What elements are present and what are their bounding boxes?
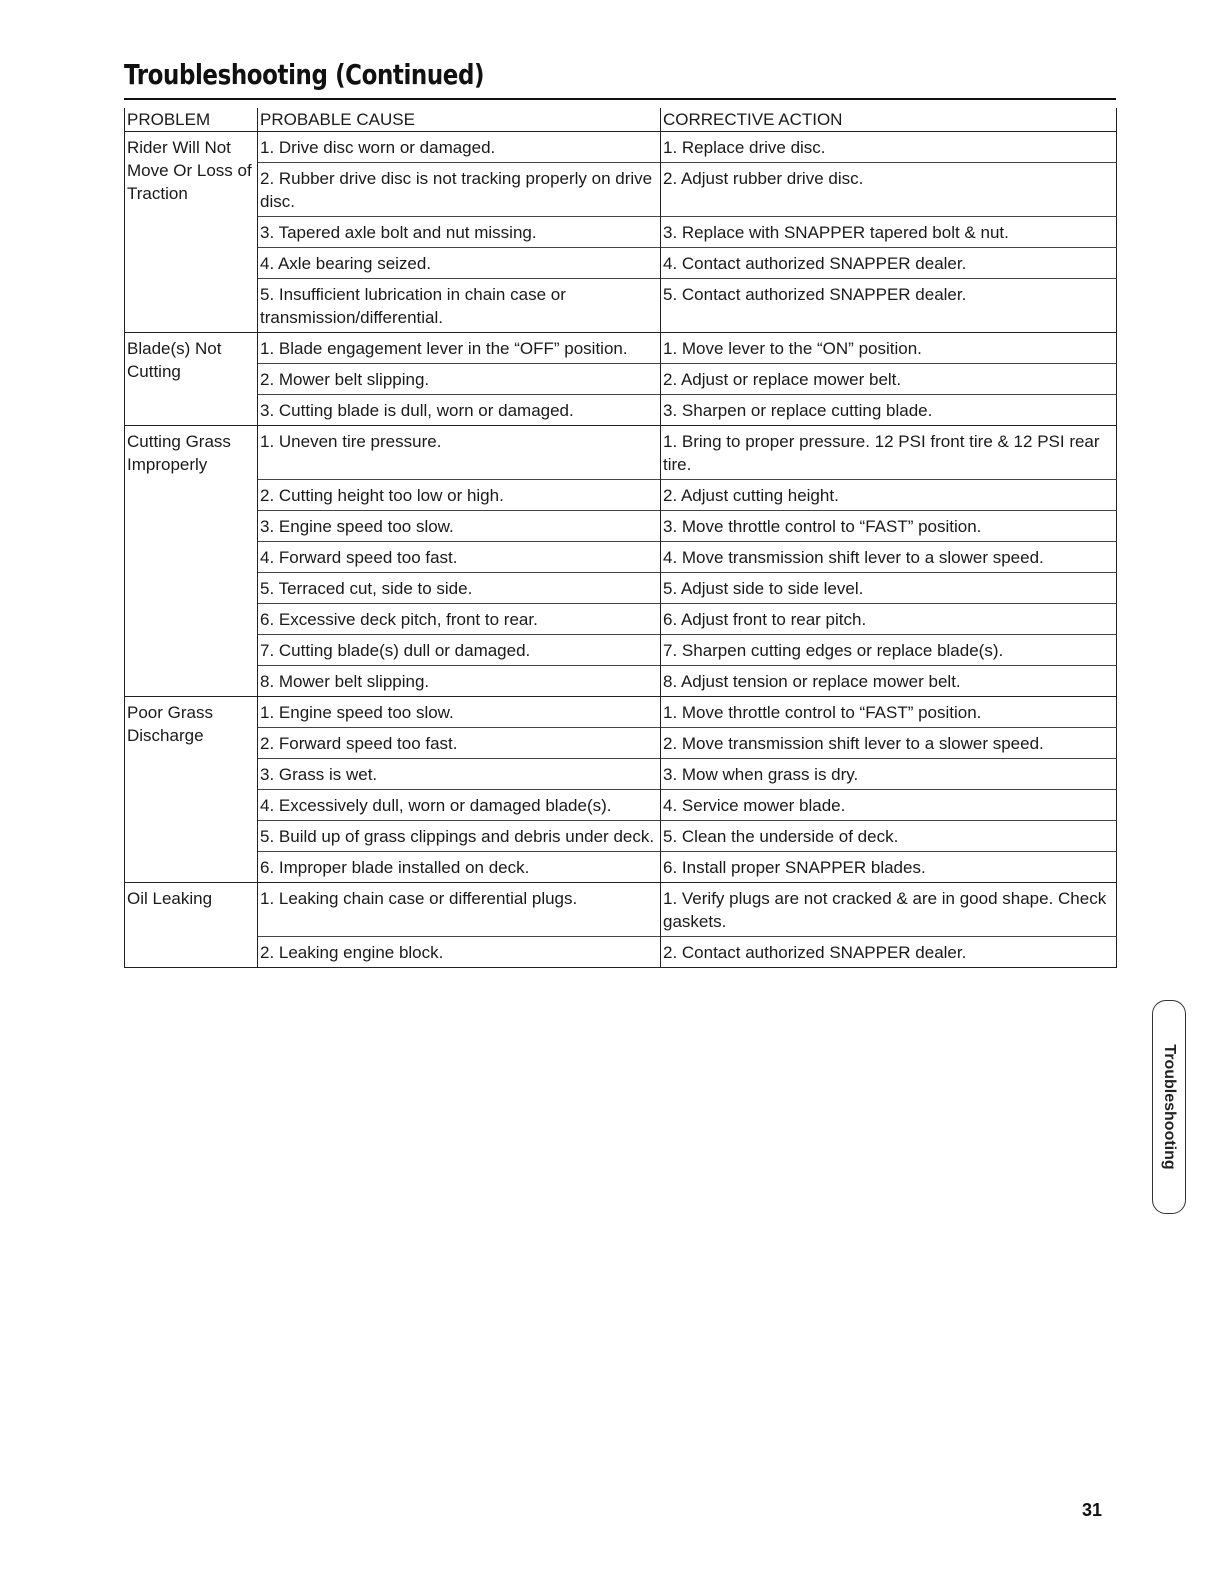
table-header (125, 108, 1117, 132)
table-row (125, 635, 1117, 666)
probable-cause-cell: 6. Excessive deck pitch, front to rear. (258, 604, 661, 635)
table-row (125, 480, 1117, 511)
corrective-action-cell: 2. Adjust cutting height. (661, 480, 1117, 511)
corrective-action-cell: 4. Service mower blade. (661, 790, 1117, 821)
table-row (125, 163, 1117, 217)
corrective-action-cell: 2. Contact authorized SNAPPER dealer. (661, 937, 1117, 968)
corrective-action-cell: 3. Move throttle control to “FAST” position. (661, 511, 1117, 542)
table-row (125, 883, 1117, 937)
troubleshooting-table (124, 108, 1117, 968)
probable-cause-cell: 7. Cutting blade(s) dull or damaged. (258, 635, 661, 666)
corrective-action-cell: 6. Install proper SNAPPER blades. (661, 852, 1117, 883)
page-number: 31 (1082, 1500, 1103, 1520)
probable-cause-cell: 1. Uneven tire pressure. (258, 426, 661, 480)
table-row (125, 821, 1117, 852)
probable-cause-cell: 3. Engine speed too slow. (258, 511, 661, 542)
problem-cell: Cutting Grass Improperly (125, 426, 258, 697)
probable-cause-cell: 4. Axle bearing seized. (258, 248, 661, 279)
corrective-action-cell: 4. Contact authorized SNAPPER dealer. (661, 248, 1117, 279)
probable-cause-cell: 5. Insufficient lubrication in chain case or transmission/differential. (258, 279, 661, 333)
probable-cause-cell: 1. Engine speed too slow. (258, 697, 661, 728)
table-row (125, 790, 1117, 821)
table-row (125, 426, 1117, 480)
table-row (125, 697, 1117, 728)
probable-cause-cell: 1. Blade engagement lever in the “OFF” position. (258, 333, 661, 364)
table-row (125, 279, 1117, 333)
corrective-action-cell: 6. Adjust front to rear pitch. (661, 604, 1117, 635)
header-probable-cause: PROBABLE CAUSE (258, 108, 661, 132)
corrective-action-cell: 1. Bring to proper pressure. 12 PSI front tire & 12 PSI rear tire. (661, 426, 1117, 480)
table-row (125, 604, 1117, 635)
probable-cause-cell: 3. Cutting blade is dull, worn or damaged. (258, 395, 661, 426)
table-row (125, 364, 1117, 395)
table-body (125, 132, 1117, 968)
probable-cause-cell: 2. Rubber drive disc is not tracking properly on drive disc. (258, 163, 661, 217)
corrective-action-cell: 3. Sharpen or replace cutting blade. (661, 395, 1117, 426)
probable-cause-cell: 4. Excessively dull, worn or damaged blade(s). (258, 790, 661, 821)
corrective-action-cell: 4. Move transmission shift lever to a slower speed. (661, 542, 1117, 573)
probable-cause-cell: 5. Build up of grass clippings and debris under deck. (258, 821, 661, 852)
table-row (125, 132, 1117, 163)
corrective-action-cell: 5. Contact authorized SNAPPER dealer. (661, 279, 1117, 333)
probable-cause-cell: 3. Tapered axle bolt and nut missing. (258, 217, 661, 248)
title-rule (124, 98, 1116, 100)
corrective-action-cell: 1. Move lever to the “ON” position. (661, 333, 1117, 364)
corrective-action-cell: 8. Adjust tension or replace mower belt. (661, 666, 1117, 697)
probable-cause-cell: 6. Improper blade installed on deck. (258, 852, 661, 883)
table-row (125, 333, 1117, 364)
probable-cause-cell: 2. Forward speed too fast. (258, 728, 661, 759)
corrective-action-cell: 5. Adjust side to side level. (661, 573, 1117, 604)
probable-cause-cell: 3. Grass is wet. (258, 759, 661, 790)
problem-cell: Rider Will Not Move Or Loss of Traction (125, 132, 258, 333)
table-row (125, 542, 1117, 573)
probable-cause-cell: 1. Drive disc worn or damaged. (258, 132, 661, 163)
table-row (125, 248, 1117, 279)
corrective-action-cell: 1. Replace drive disc. (661, 132, 1117, 163)
probable-cause-cell: 2. Cutting height too low or high. (258, 480, 661, 511)
table-row (125, 573, 1117, 604)
corrective-action-cell: 3. Replace with SNAPPER tapered bolt & nut. (661, 217, 1117, 248)
table-row (125, 852, 1117, 883)
corrective-action-cell: 1. Verify plugs are not cracked & are in good shape. Check gaskets. (661, 883, 1117, 937)
probable-cause-cell: 1. Leaking chain case or differential plugs. (258, 883, 661, 937)
table-row (125, 728, 1117, 759)
table-row (125, 395, 1117, 426)
corrective-action-cell: 3. Mow when grass is dry. (661, 759, 1117, 790)
problem-cell: Oil Leaking (125, 883, 258, 968)
corrective-action-cell: 5. Clean the underside of deck. (661, 821, 1117, 852)
table-row (125, 666, 1117, 697)
probable-cause-cell: 2. Leaking engine block. (258, 937, 661, 968)
header-corrective-action: CORRECTIVE ACTION (661, 108, 1117, 132)
table-row (125, 937, 1117, 968)
corrective-action-cell: 2. Adjust or replace mower belt. (661, 364, 1117, 395)
probable-cause-cell: 5. Terraced cut, side to side. (258, 573, 661, 604)
probable-cause-cell: 2. Mower belt slipping. (258, 364, 661, 395)
section-tab (1152, 1000, 1186, 1214)
probable-cause-cell: 4. Forward speed too fast. (258, 542, 661, 573)
section-tab-label: Troubleshooting (1161, 1044, 1178, 1170)
corrective-action-cell: 1. Move throttle control to “FAST” position. (661, 697, 1117, 728)
corrective-action-cell: 2. Move transmission shift lever to a slower speed. (661, 728, 1117, 759)
problem-cell: Poor Grass Discharge (125, 697, 258, 883)
probable-cause-cell: 8. Mower belt slipping. (258, 666, 661, 697)
header-problem: PROBLEM (125, 108, 258, 132)
problem-cell: Blade(s) Not Cutting (125, 333, 258, 426)
page-title: Troubleshooting (Continued) (124, 58, 485, 91)
table-row (125, 759, 1117, 790)
table-row (125, 511, 1117, 542)
corrective-action-cell: 7. Sharpen cutting edges or replace blade(s). (661, 635, 1117, 666)
corrective-action-cell: 2. Adjust rubber drive disc. (661, 163, 1117, 217)
table-row (125, 217, 1117, 248)
